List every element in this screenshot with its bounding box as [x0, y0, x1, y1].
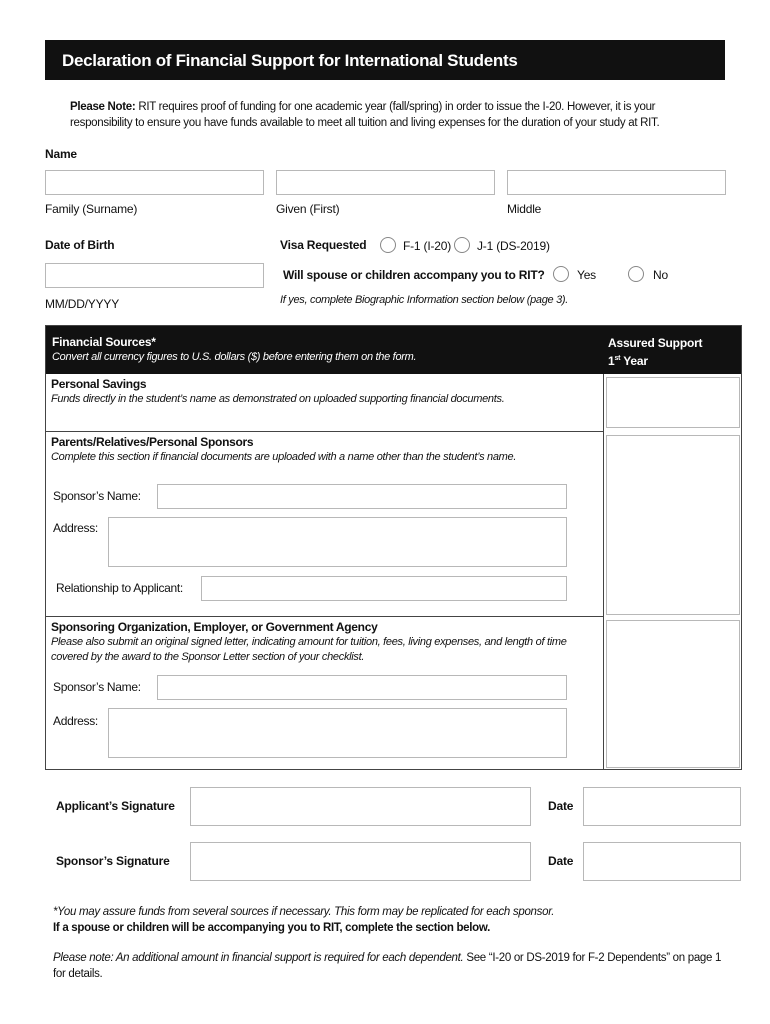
- sponsor-name-label: Sponsor’s Name:: [53, 489, 141, 503]
- spouse-no-label: No: [653, 268, 668, 282]
- applicant-date-label: Date: [548, 799, 574, 813]
- org-address-label: Address:: [53, 714, 98, 728]
- given-name-field[interactable]: [276, 170, 495, 195]
- organization-amount-field[interactable]: [606, 620, 740, 768]
- dob-label: Date of Birth: [45, 238, 115, 252]
- personal-savings-subtitle: Funds directly in the student’s name as demonstrated on uploaded supporting financial documents.: [51, 393, 505, 405]
- personal-savings-amount-field[interactable]: [606, 377, 740, 428]
- spouse-hint: If yes, complete Biographic Information section below (page 3).: [280, 294, 569, 306]
- personal-savings-title: Personal Savings: [51, 377, 147, 391]
- footer-dependent-italic: Please note: An additional amount in financial support is required for each dependent.: [53, 952, 464, 964]
- form-title: Declaration of Financial Support for International Students: [45, 40, 725, 80]
- sponsor-signature-field[interactable]: [190, 842, 531, 881]
- financial-table-header: [46, 326, 741, 374]
- j1-radio[interactable]: [454, 237, 470, 253]
- spouse-question: Will spouse or children accompany you to RIT?: [283, 268, 545, 282]
- financial-sources-title: Financial Sources*: [52, 335, 156, 349]
- sponsor-date-label: Date: [548, 854, 574, 868]
- sponsor-name-field[interactable]: [157, 484, 567, 509]
- row-divider: [46, 616, 603, 617]
- sponsor-signature-label: Sponsor’s Signature: [56, 854, 170, 868]
- given-name-label: Given (First): [276, 202, 340, 216]
- f1-label: F-1 (I-20): [403, 239, 452, 253]
- relationship-label: Relationship to Applicant:: [56, 581, 183, 595]
- year-sup: st: [614, 355, 621, 362]
- dob-field[interactable]: [45, 263, 264, 288]
- financial-sources-table: [45, 325, 742, 770]
- spouse-no-radio[interactable]: [628, 266, 644, 282]
- please-note-text: RIT requires proof of funding for one academic year (fall/spring) in order to issue the I-20. However, it is your responsibility to ensure you have funds available to meet all tuition and living expenses for the duration of your study at RIT.: [70, 101, 660, 129]
- footer-spouse-note: If a spouse or children will be accompanying you to RIT, complete the section below.: [53, 922, 491, 934]
- organization-subtitle: Please also submit an original signed letter, indicating amount for tuition, fees, living expenses, and length of time covered by the award to the Sponsor Letter section of your checklist.: [51, 636, 567, 663]
- parents-sponsors-title: Parents/Relatives/Personal Sponsors: [51, 435, 254, 449]
- organization-title: Sponsoring Organization, Employer, or Government Agency: [51, 620, 378, 634]
- spouse-yes-label: Yes: [577, 268, 596, 282]
- j1-label: J-1 (DS-2019): [477, 239, 550, 253]
- applicant-signature-label: Applicant’s Signature: [56, 799, 175, 813]
- family-name-field[interactable]: [45, 170, 264, 195]
- sponsor-address-label: Address:: [53, 521, 98, 535]
- sponsor-address-field[interactable]: [108, 517, 567, 567]
- row-divider: [46, 431, 603, 432]
- relationship-field[interactable]: [201, 576, 567, 601]
- applicant-date-field[interactable]: [583, 787, 741, 826]
- year-suffix: Year: [620, 354, 648, 368]
- sponsor-date-field[interactable]: [583, 842, 741, 881]
- name-label: Name: [45, 147, 77, 161]
- please-note: [70, 99, 720, 131]
- footer-assure-note: *You may assure funds from several sources if necessary. This form may be replicated for each sponsor.: [53, 906, 555, 918]
- financial-sources-subtitle: Convert all currency figures to U.S. dollars ($) before entering them on the form.: [52, 351, 417, 363]
- footer-dependent-rest: See “I-20 or DS-2019 for F-2 Dependents” on page 1 for details.: [53, 952, 722, 980]
- dob-format: MM/DD/YYYY: [45, 297, 120, 311]
- applicant-signature-field[interactable]: [190, 787, 531, 826]
- parents-sponsors-subtitle: Complete this section if financial documents are uploaded with a name other than the student’s name.: [51, 451, 517, 463]
- column-divider: [603, 374, 604, 769]
- assured-support-label: Assured Support: [608, 336, 703, 350]
- footer-dependent-note: [53, 950, 733, 982]
- f1-radio[interactable]: [380, 237, 396, 253]
- visa-label: Visa Requested: [280, 238, 367, 252]
- assured-support-header: [608, 335, 702, 369]
- org-address-field[interactable]: [108, 708, 567, 758]
- year-prefix: 1: [608, 354, 615, 368]
- org-sponsor-name-field[interactable]: [157, 675, 567, 700]
- middle-name-label: Middle: [507, 202, 542, 216]
- parents-amount-field[interactable]: [606, 435, 740, 615]
- family-name-label: Family (Surname): [45, 202, 138, 216]
- please-note-lead: Please Note:: [70, 101, 136, 113]
- spouse-yes-radio[interactable]: [553, 266, 569, 282]
- org-sponsor-name-label: Sponsor’s Name:: [53, 680, 141, 694]
- middle-name-field[interactable]: [507, 170, 726, 195]
